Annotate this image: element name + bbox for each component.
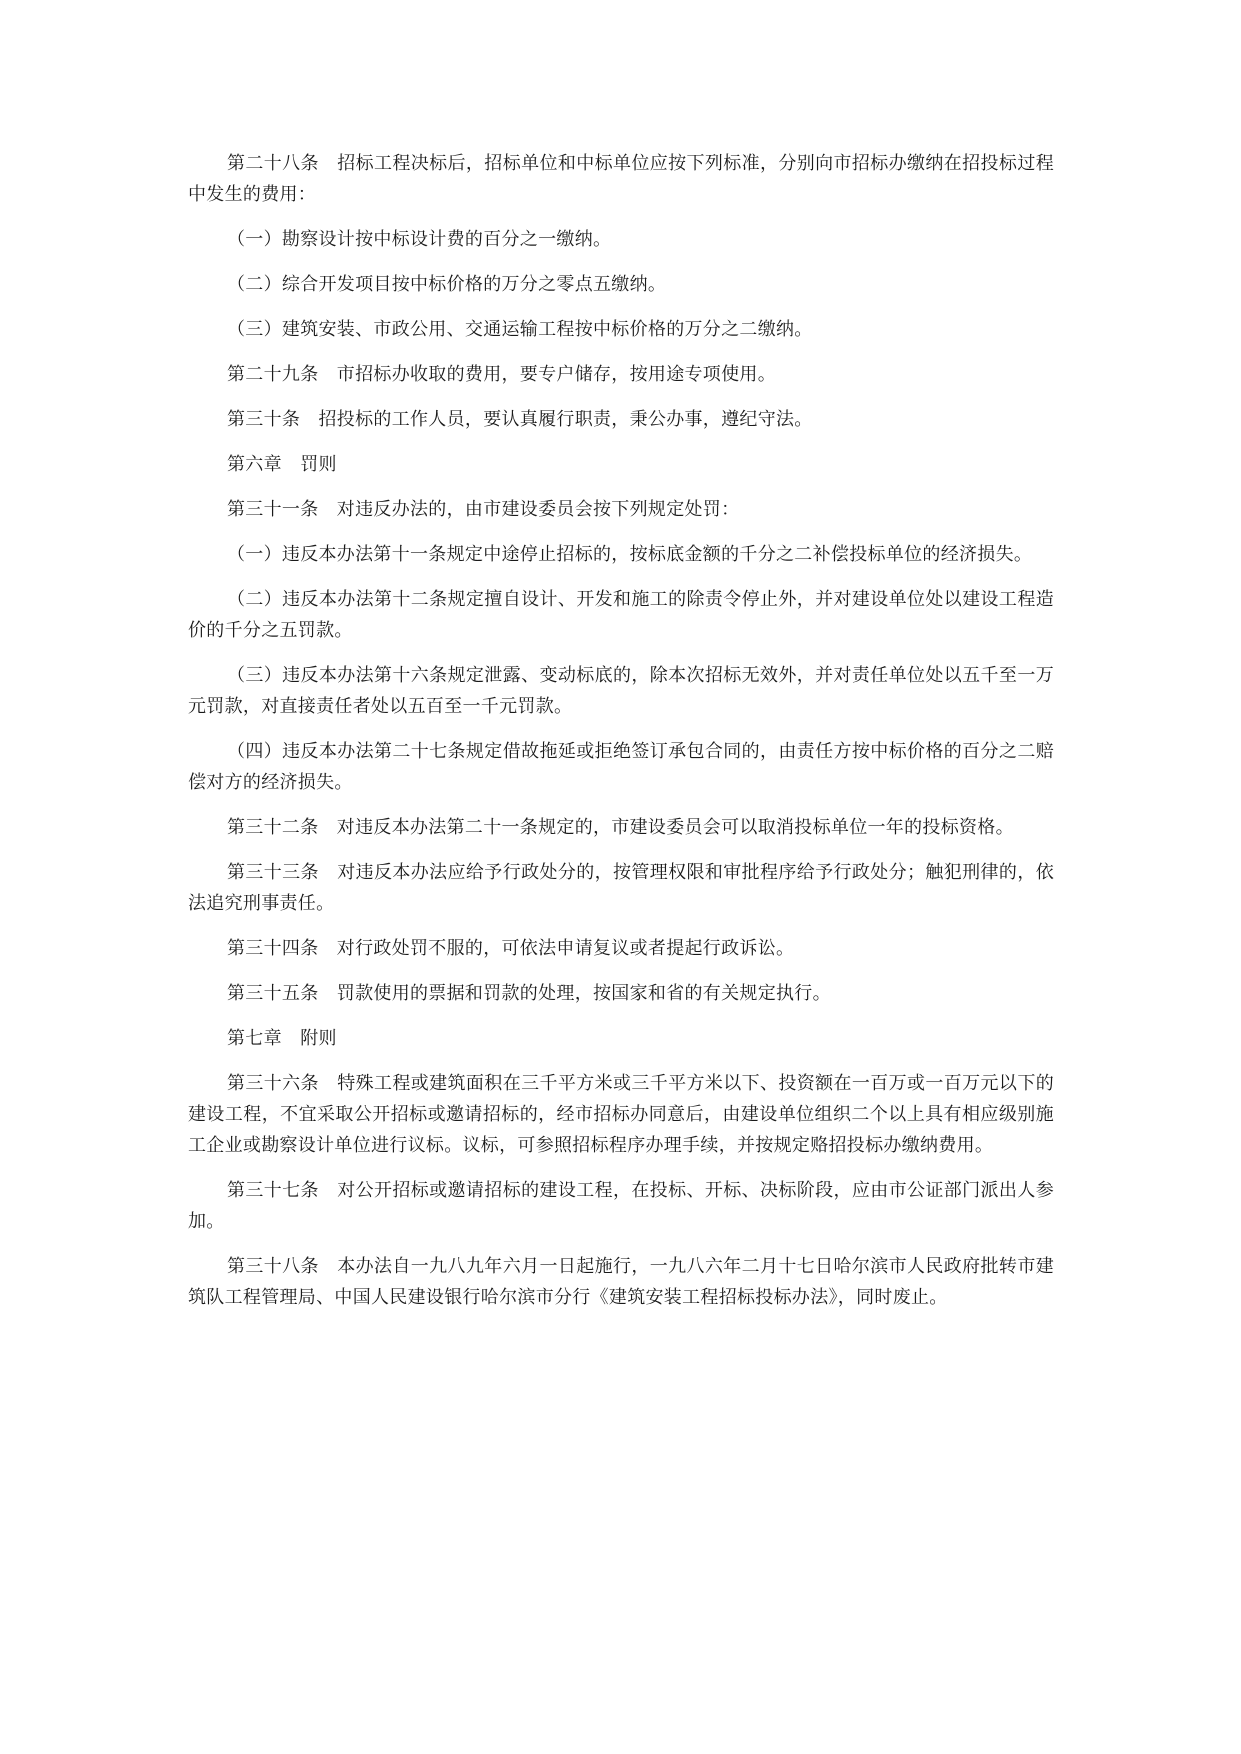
article-28-item-2: （二）综合开发项目按中标价格的万分之零点五缴纳。 [227, 274, 667, 295]
article-28-item-3: （三）建筑安装、市政公用、交通运输工程按中标价格的万分之二缴纳。 [227, 319, 813, 340]
article-31-item-2: （二）违反本办法第十二条规定擅自设计、开发和施工的除责令停止外，并对建设单位处以建设工程造价的千分之五罚款。 [188, 589, 1054, 641]
article-28: 第二十八条 招标工程决标后，招标单位和中标单位应按下列标准，分别向市招标办缴纳在招投标过程中发生的费用： [188, 153, 1054, 205]
article-31-item-1: （一）违反本办法第十一条规定中途停止招标的，按标底金额的千分之二补偿投标单位的经济损失。 [227, 544, 1033, 565]
article-31: 第三十一条 对违反办法的，由市建设委员会按下列规定处罚： [227, 499, 740, 520]
article-31-item-3: （三）违反本办法第十六条规定泄露、变动标底的，除本次招标无效外，并对责任单位处以五千至一万元罚款，对直接责任者处以五百至一千元罚款。 [188, 665, 1054, 717]
article-34: 第三十四条 对行政处罚不服的，可依法申请复议或者提起行政诉讼。 [227, 938, 795, 959]
article-38: 第三十八条 本办法自一九八九年六月一日起施行，一九八六年二月十七日哈尔滨市人民政府批转市建筑队工程管理局、中国人民建设银行哈尔滨市分行《建筑安装工程招标投标办法》，同时废止。 [188, 1256, 1054, 1308]
chapter-7-heading: 第七章 附则 [227, 1028, 337, 1049]
article-31-item-4: （四）违反本办法第二十七条规定借故拖延或拒绝签订承包合同的，由责任方按中标价格的百分之二赔偿对方的经济损失。 [188, 741, 1054, 793]
article-33: 第三十三条 对违反本办法应给予行政处分的，按管理权限和审批程序给予行政处分；触犯刑律的，依法追究刑事责任。 [188, 862, 1054, 914]
chapter-6-heading: 第六章 罚则 [227, 454, 337, 475]
article-32: 第三十二条 对违反本办法第二十一条规定的，市建设委员会可以取消投标单位一年的投标资格。 [227, 817, 1014, 838]
document-page [188, 148, 1054, 1327]
article-29: 第二十九条 市招标办收取的费用，要专户储存，按用途专项使用。 [227, 364, 776, 385]
article-36: 第三十六条 特殊工程或建筑面积在三千平方米或三千平方米以下、投资额在一百万或一百万元以下的建设工程，不宜采取公开招标或邀请招标的，经市招标办同意后，由建设单位组织二个以上具有相应级别施工企业或勘察设计单位进行议标。议标，可参照招标程序办理手续，并按规定赂招投标办缴纳费用。 [188, 1073, 1054, 1156]
article-37: 第三十七条 对公开招标或邀请招标的建设工程，在投标、开标、决标阶段，应由市公证部门派出人参加。 [188, 1180, 1054, 1232]
article-30: 第三十条 招投标的工作人员，要认真履行职责，秉公办事，遵纪守法。 [227, 409, 813, 430]
article-28-item-1: （一）勘察设计按中标设计费的百分之一缴纳。 [227, 229, 612, 250]
article-35: 第三十五条 罚款使用的票据和罚款的处理，按国家和省的有关规定执行。 [227, 983, 831, 1004]
